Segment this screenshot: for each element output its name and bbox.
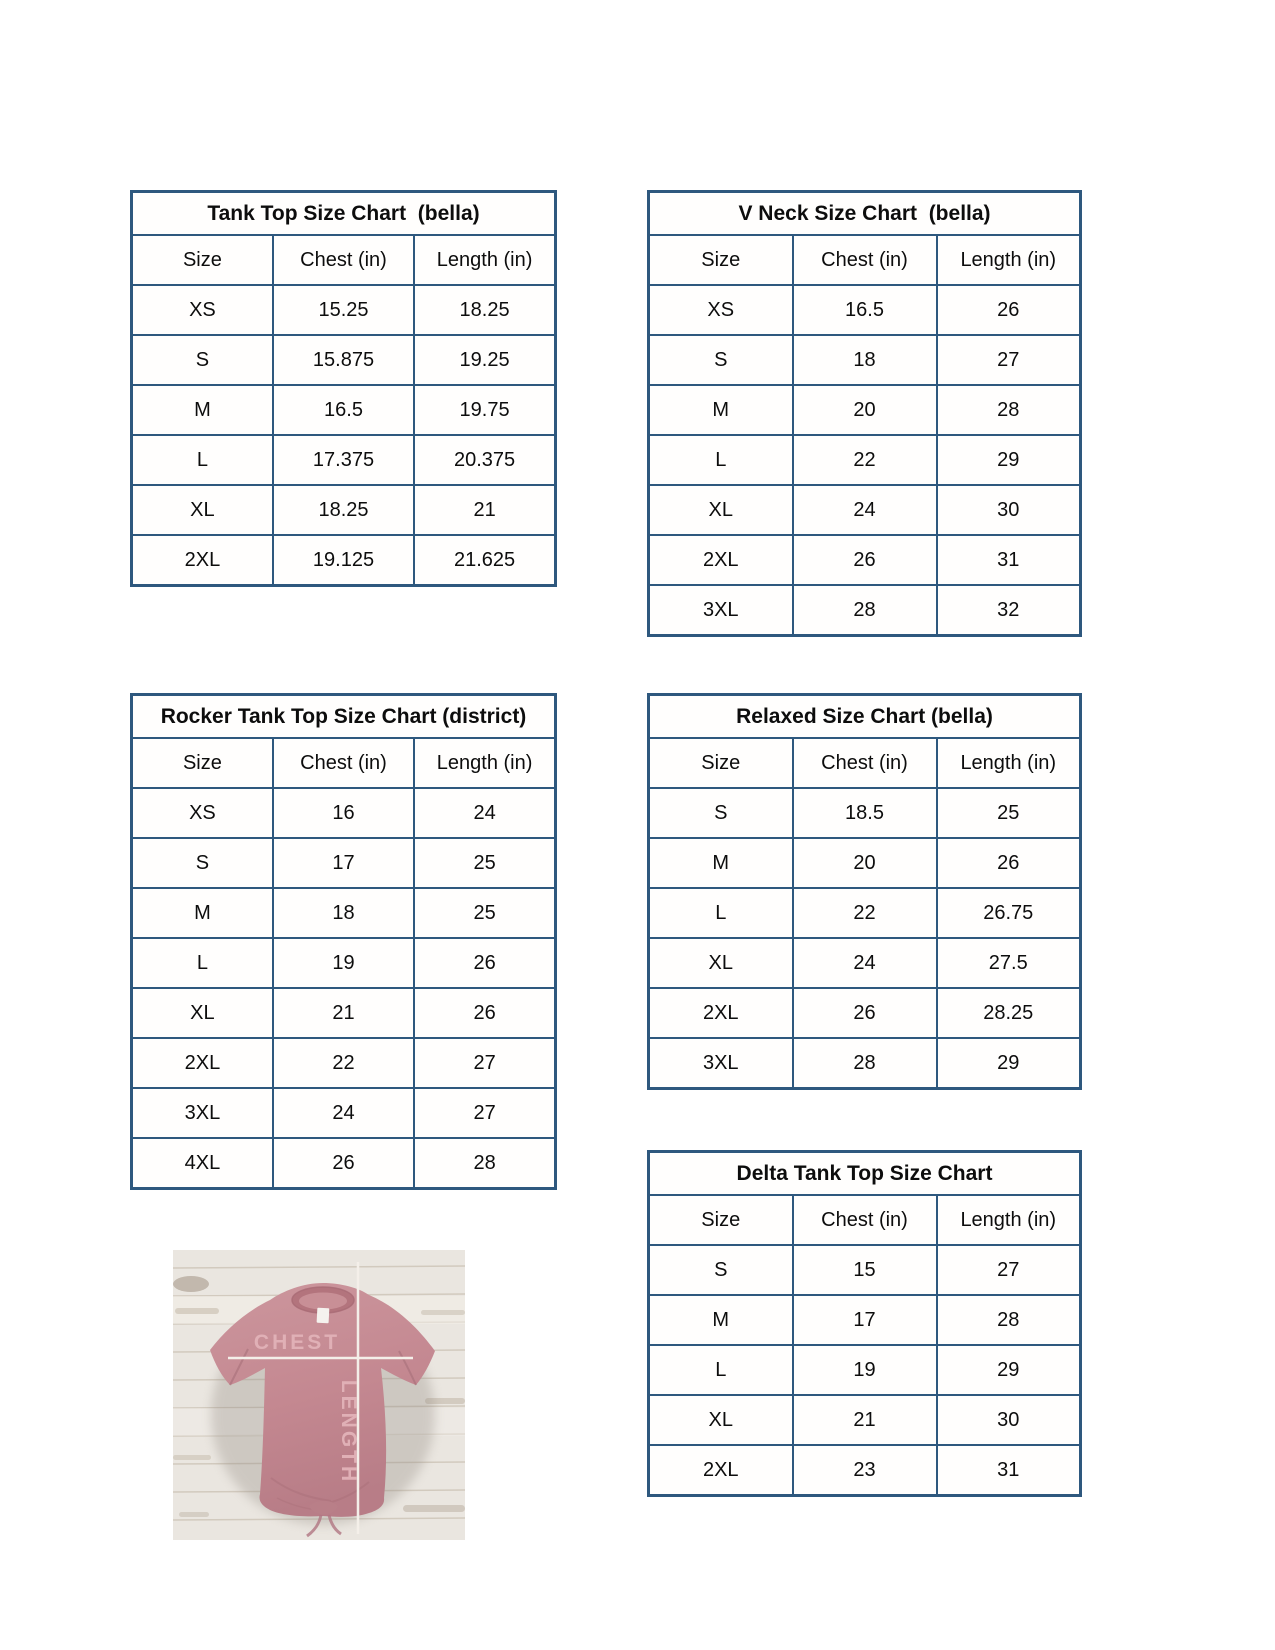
column-header: Size [649,1195,793,1245]
v-neck-size-chart-table [647,190,1082,637]
table-row [132,888,556,938]
table-title: Tank Top Size Chart (bella) [132,192,556,236]
chest-cell: 24 [793,485,937,535]
length-cell: 31 [937,535,1081,585]
chest-cell: 19 [793,1345,937,1395]
size-cell: XL [132,988,273,1038]
chest-cell: 22 [793,888,937,938]
size-cell: XS [132,788,273,838]
table-row [649,485,1081,535]
table-row [132,838,556,888]
chest-cell: 17.375 [273,435,414,485]
table-row [649,435,1081,485]
size-chart-table [647,190,1082,637]
table-row [132,1038,556,1088]
chest-cell: 24 [273,1088,414,1138]
size-chart-table [647,693,1082,1090]
chest-cell: 28 [793,585,937,636]
length-cell: 27 [937,335,1081,385]
chest-cell: 16.5 [793,285,937,335]
table-row [649,535,1081,585]
length-cell: 26 [937,285,1081,335]
chest-cell: 18.25 [273,485,414,535]
size-cell: S [649,1245,793,1295]
column-header: Length (in) [414,235,555,285]
length-cell: 29 [937,1345,1081,1395]
size-cell: 3XL [132,1088,273,1138]
chest-cell: 18.5 [793,788,937,838]
header-row [649,1195,1081,1245]
table-row [132,335,556,385]
chest-cell: 16.5 [273,385,414,435]
size-cell: S [649,788,793,838]
length-cell: 25 [937,788,1081,838]
chest-cell: 28 [793,1038,937,1089]
title-row [649,695,1081,739]
column-header: Chest (in) [793,235,937,285]
table-row [649,1345,1081,1395]
title-row [132,192,556,236]
header-row [132,235,556,285]
table-row [649,285,1081,335]
size-cell: S [132,838,273,888]
length-cell: 28 [414,1138,555,1189]
table-title: Relaxed Size Chart (bella) [649,695,1081,739]
size-cell: 2XL [649,988,793,1038]
chest-cell: 19.125 [273,535,414,586]
size-cell: XL [649,485,793,535]
length-cell: 26 [414,988,555,1038]
size-cell: 2XL [132,535,273,586]
table-row [132,535,556,586]
length-cell: 30 [937,485,1081,535]
table-row [649,385,1081,435]
column-header: Chest (in) [793,1195,937,1245]
length-cell: 18.25 [414,285,555,335]
size-cell: 3XL [649,1038,793,1089]
size-cell: XL [132,485,273,535]
chest-cell: 24 [793,938,937,988]
length-cell: 28 [937,385,1081,435]
length-cell: 28.25 [937,988,1081,1038]
column-header: Size [132,738,273,788]
table-row [649,788,1081,838]
table-row [649,988,1081,1038]
brand-tag [317,1308,330,1324]
chest-cell: 23 [793,1445,937,1496]
shirt-measurement-photo [173,1250,465,1540]
header-row [649,235,1081,285]
length-cell: 24 [414,788,555,838]
title-row [649,1152,1081,1196]
column-header: Size [649,738,793,788]
table-row [649,335,1081,385]
size-cell: 4XL [132,1138,273,1189]
size-cell: M [649,838,793,888]
chest-cell: 22 [273,1038,414,1088]
chest-cell: 15.25 [273,285,414,335]
size-cell: L [649,1345,793,1395]
table-row [649,1395,1081,1445]
length-cell: 21.625 [414,535,555,586]
column-header: Chest (in) [793,738,937,788]
length-cell: 28 [937,1295,1081,1345]
title-row [132,695,556,739]
column-header: Chest (in) [273,235,414,285]
table-row [132,385,556,435]
tank-top-size-chart-table [130,190,557,587]
chest-cell: 18 [793,335,937,385]
rocker-tank-size-chart-table [130,693,557,1190]
table-row [649,1245,1081,1295]
chest-cell: 20 [793,385,937,435]
chest-cell: 17 [273,838,414,888]
length-cell: 20.375 [414,435,555,485]
length-label: LENGTH [337,1379,360,1485]
table-row [649,1445,1081,1496]
length-cell: 30 [937,1395,1081,1445]
size-cell: M [649,1295,793,1345]
chest-cell: 26 [273,1138,414,1189]
size-cell: 3XL [649,585,793,636]
length-cell: 25 [414,888,555,938]
title-row [649,192,1081,236]
size-cell: M [132,888,273,938]
length-cell: 26.75 [937,888,1081,938]
column-header: Length (in) [937,235,1081,285]
length-cell: 27 [414,1088,555,1138]
length-cell: 29 [937,1038,1081,1089]
size-cell: L [132,938,273,988]
size-chart-table [130,190,557,587]
length-cell: 26 [414,938,555,988]
column-header: Chest (in) [273,738,414,788]
size-cell: 2XL [649,1445,793,1496]
size-cell: S [649,335,793,385]
length-cell: 27 [414,1038,555,1088]
chest-cell: 21 [273,988,414,1038]
chest-cell: 16 [273,788,414,838]
table-row [649,838,1081,888]
chest-cell: 18 [273,888,414,938]
shirt-measurement-graphic [173,1250,465,1540]
header-row [649,738,1081,788]
chest-cell: 15.875 [273,335,414,385]
table-row [649,888,1081,938]
length-cell: 27.5 [937,938,1081,988]
size-chart-table [130,693,557,1190]
size-cell: 2XL [132,1038,273,1088]
size-cell: L [132,435,273,485]
size-cell: S [132,335,273,385]
column-header: Length (in) [937,738,1081,788]
table-title: Delta Tank Top Size Chart [649,1152,1081,1196]
table-title: V Neck Size Chart (bella) [649,192,1081,236]
size-cell: XL [649,938,793,988]
size-cell: L [649,435,793,485]
length-cell: 32 [937,585,1081,636]
size-cell: L [649,888,793,938]
delta-tank-size-chart-table [647,1150,1082,1497]
table-title: Rocker Tank Top Size Chart (district) [132,695,556,739]
table-row [649,938,1081,988]
table-row [649,585,1081,636]
length-cell: 19.75 [414,385,555,435]
size-cell: XS [132,285,273,335]
chest-cell: 22 [793,435,937,485]
header-row [132,738,556,788]
size-cell: 2XL [649,535,793,585]
length-cell: 19.25 [414,335,555,385]
chest-cell: 26 [793,988,937,1038]
size-cell: XL [649,1395,793,1445]
length-cell: 26 [937,838,1081,888]
table-row [132,435,556,485]
table-row [132,485,556,535]
chest-cell: 20 [793,838,937,888]
table-row [132,938,556,988]
relaxed-size-chart-table [647,693,1082,1090]
chest-cell: 21 [793,1395,937,1445]
chest-cell: 17 [793,1295,937,1345]
column-header: Length (in) [937,1195,1081,1245]
table-row [649,1295,1081,1345]
table-row [649,1038,1081,1089]
table-row [132,988,556,1038]
size-cell: M [132,385,273,435]
chest-label: CHEST [253,1331,341,1354]
length-cell: 25 [414,838,555,888]
chest-cell: 26 [793,535,937,585]
size-chart-table [647,1150,1082,1497]
table-row [132,285,556,335]
length-cell: 27 [937,1245,1081,1295]
table-row [132,788,556,838]
length-cell: 31 [937,1445,1081,1496]
column-header: Length (in) [414,738,555,788]
size-cell: M [649,385,793,435]
table-row [132,1138,556,1189]
size-cell: XS [649,285,793,335]
length-cell: 29 [937,435,1081,485]
length-cell: 21 [414,485,555,535]
table-row [132,1088,556,1138]
chest-cell: 19 [273,938,414,988]
column-header: Size [649,235,793,285]
chest-cell: 15 [793,1245,937,1295]
column-header: Size [132,235,273,285]
